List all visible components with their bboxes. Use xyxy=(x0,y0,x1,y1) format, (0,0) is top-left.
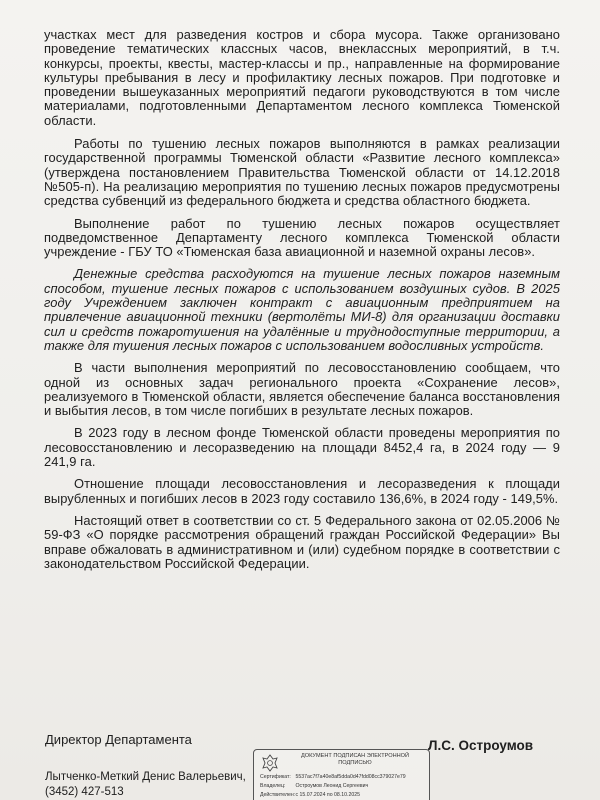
letter-body xyxy=(44,28,560,579)
paragraph-4: Денежные средства расходуются на тушение лесных пожаров наземным способом, тушение лесных пожаров с использованием воздушных судов. В 2025 году Учреждением заключен контракт с авиационным предприятием на привлечение авиационной техники (вертолёты МИ-8) для организации доставки сил и средств пожаротушения на удалённые и труднодоступные территории, а также для тушения лесных пожаров с использованием водосливных устройств. xyxy=(44,266,560,353)
stamp-valid-value: с 15.07.2024 по 08.10.2025 xyxy=(295,792,360,798)
paragraph-1: участках мест для разведения костров и сбора мусора. Также организовано проведение тематических классных часов, внеклассных мероприятий, в т.ч. конкурсы, проекты, квесты, мастер-классы и пр., направленные на формирование культуры пребывания в лесу и профилактику лесных пожаров. При подготовке и проведении вышеуказанных мероприятий педагоги руководствуются в том числе материалами, подготовленными Департаментом лесного комплекса Тюменской области. xyxy=(44,27,560,128)
paragraph-7: Отношение площади лесовосстановления и лесоразведения к площади вырубленных и погибших лесов в 2023 году составило 136,6%, в 2024 году - 149,5%. xyxy=(44,476,560,506)
paragraph-3: Выполнение работ по тушению лесных пожаров осуществляет подведомственное Департаменту лесного комплекса Тюменской области учреждение - ГБУ ТО «Тюменская база авиационной и наземной охраны лесов». xyxy=(44,215,560,260)
stamp-owner-label: Владелец: xyxy=(260,783,286,789)
executor-phone: (3452) 427-513 xyxy=(45,786,124,798)
stamp-cert-value: 5537ac7f7a40e8af5dda0d47fdd08cc379027e79 xyxy=(295,774,406,780)
signatory-position: Директор Департамента xyxy=(45,732,192,747)
stamp-cert-label: Сертификат: xyxy=(260,774,291,780)
electronic-signature-stamp xyxy=(253,749,430,800)
executor-block xyxy=(45,770,246,800)
stamp-cert-row xyxy=(260,774,406,781)
executor-name: Лытченко-Меткий Денис Валерьевич, xyxy=(45,771,246,783)
stamp-valid-label: Действителен: xyxy=(260,792,296,798)
paragraph-2: Работы по тушению лесных пожаров выполняются в рамках реализации государственной программы Тюменской области «Развитие лесного комплекса» (утверждена постановлением Правительства Тюменской области от 14.12.2018 №505-п). На реализацию мероприятия по тушению лесных пожаров предусмотрены средства субвенций из федерального бюджета и средства областного бюджета. xyxy=(44,136,560,209)
stamp-valid-row xyxy=(260,792,360,799)
paragraph-6: В 2023 году в лесном фонде Тюменской области проведены мероприятия по лесовосстановлению и лесоразведению на площади 8452,4 га, в 2024 году — 9 241,9 га. xyxy=(44,425,560,470)
stamp-header: ДОКУМЕНТ ПОДПИСАН ЭЛЕКТРОННОЙ ПОДПИСЬЮ xyxy=(300,753,410,766)
stamp-owner-value: Остроумов Леонид Сергеевич xyxy=(295,783,369,789)
paragraph-5: В части выполнения мероприятий по лесовосстановлению сообщаем, что одной из основных задач регионального проекта «Сохранение лесов», реализуемого в Тюменской области, является обеспечение баланса восстановления и выбытия лесов, в том числе погибших в результате лесных пожаров. xyxy=(44,360,560,419)
coat-of-arms-icon xyxy=(260,753,280,773)
paragraph-8: Настоящий ответ в соответствии со ст. 5 Федерального закона от 02.05.2006 № 59-ФЗ «О порядке рассмотрения обращений граждан Российской Федерации» Вы вправе обжаловать в административном и (или) судебном порядке в соответствии с законодательством Российской Федерации. xyxy=(44,512,560,571)
signatory-name: Л.С. Остроумов xyxy=(428,738,534,753)
stamp-owner-row xyxy=(260,783,368,790)
